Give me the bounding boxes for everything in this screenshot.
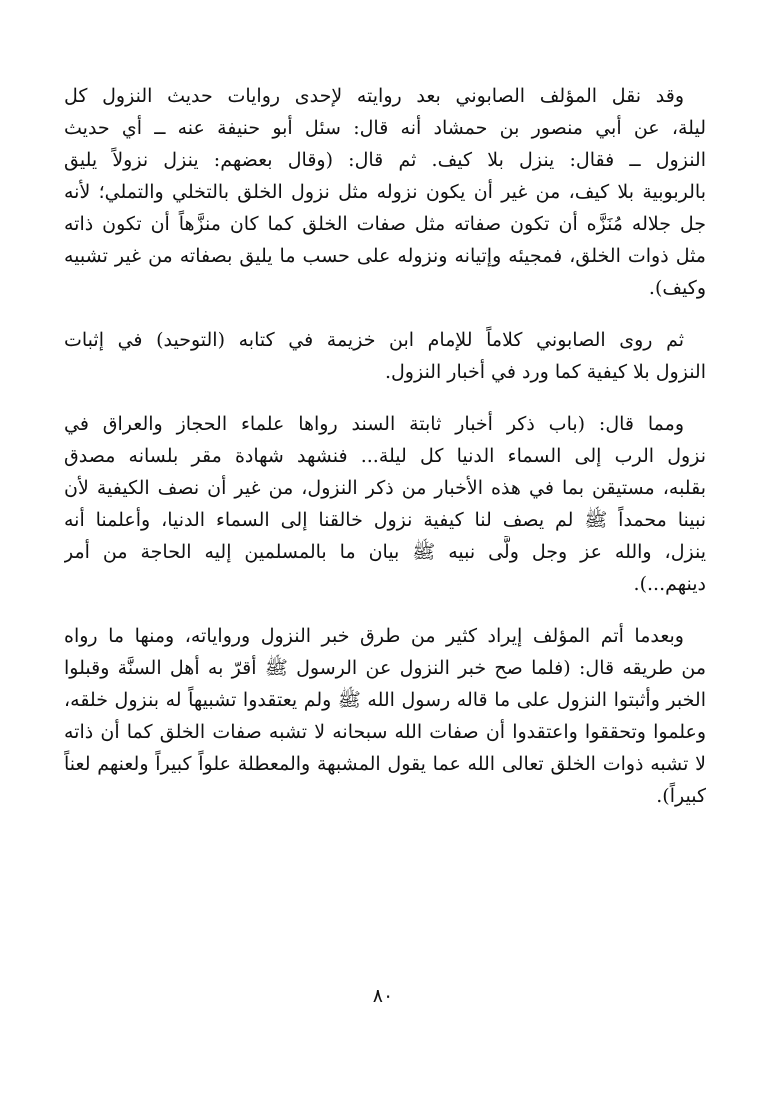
paragraph-sabuni-quote (64, 80, 706, 304)
text-line: وبعدما أتم المؤلف إيراد كثير من طرق خبر النزول ورواياته، ومنها ما رواه (64, 625, 684, 647)
text-line: ثم روى الصابوني كلاماً للإمام ابن خزيمة في كتابه (التوحيد) في إثبات (64, 329, 684, 351)
page-number: ٨٠ (372, 985, 394, 1007)
text-line: مثل ذوات الخلق، فمجيئه وإتيانه ونزوله على حسب ما يليق بصفاته من غير تشبيه (64, 245, 706, 267)
text-line: ومما قال: (باب ذكر أخبار ثابتة السند رواها علماء الحجاز والعراق في (64, 413, 684, 435)
text-line: جل جلاله مُنَزَّه أن تكون صفاته مثل صفات الخلق كما كان منزَّهاً أن تكون ذاته (64, 213, 706, 235)
text-line: الخبر وأثبتوا النزول على ما قاله رسول الله ﷺ ولم يعتقدوا تشبيهاً له بنزول خلقه، (64, 689, 706, 711)
text-line: بالربوبية بلا كيف، من غير أن يكون نزوله مثل نزول الخلق بالتخلي والتملي؛ لأنه (64, 181, 706, 203)
text-line: ليلة، عن أبي منصور بن حمشاد أنه قال: سئل أبو حنيفة عنه ــ أي حديث (64, 117, 706, 139)
text-line: نبينا محمداً ﷺ لم يصف لنا كيفية نزول خالقنا إلى السماء الدنيا، وأعلمنا أنه (64, 509, 706, 531)
text-line: كبيراً). (656, 785, 706, 807)
text-line: دينهم...). (633, 573, 706, 595)
text-column (64, 80, 706, 832)
text-line: وعلموا وتحققوا واعتقدوا أن صفات الله سبحانه لا تشبه صفات الخلق كما أن ذاته (64, 721, 706, 743)
paragraph-ibn-khuzaymah (64, 324, 706, 388)
text-line: نزول الرب إلى السماء الدنيا كل ليلة... فنشهد شهادة مقر بلسانه مصدق (64, 445, 706, 467)
text-line: ينزل، والله عز وجل ولَّى نبيه ﷺ بيان ما بالمسلمين إليه الحاجة من أمر (64, 541, 706, 563)
text-line: النزول ــ فقال: ينزل بلا كيف. ثم قال: (وقال بعضهم: ينزل نزولاً يليق (64, 149, 706, 171)
text-line: بقلبه، مستيقن بما في هذه الأخبار من ذكر النزول، من غير أن نصف الكيفية لأن (64, 477, 706, 499)
text-line: من طريقه قال: (فلما صح خبر النزول عن الرسول ﷺ أقرّ به أهل السنَّة وقبلوا (64, 657, 706, 679)
text-line: النزول بلا كيفية كما ورد في أخبار النزول. (384, 361, 706, 383)
text-line: وكيف). (648, 277, 706, 299)
text-line: وقد نقل المؤلف الصابوني بعد روايته لإحدى روايات حديث النزول كل (64, 85, 684, 107)
paragraph-conclusion (64, 620, 706, 812)
paragraph-bab-quote (64, 408, 706, 600)
text-line: لا تشبه ذوات الخلق تعالى الله عما يقول المشبهة والمعطلة علواً كبيراً ولعنهم لعناً (64, 753, 706, 775)
